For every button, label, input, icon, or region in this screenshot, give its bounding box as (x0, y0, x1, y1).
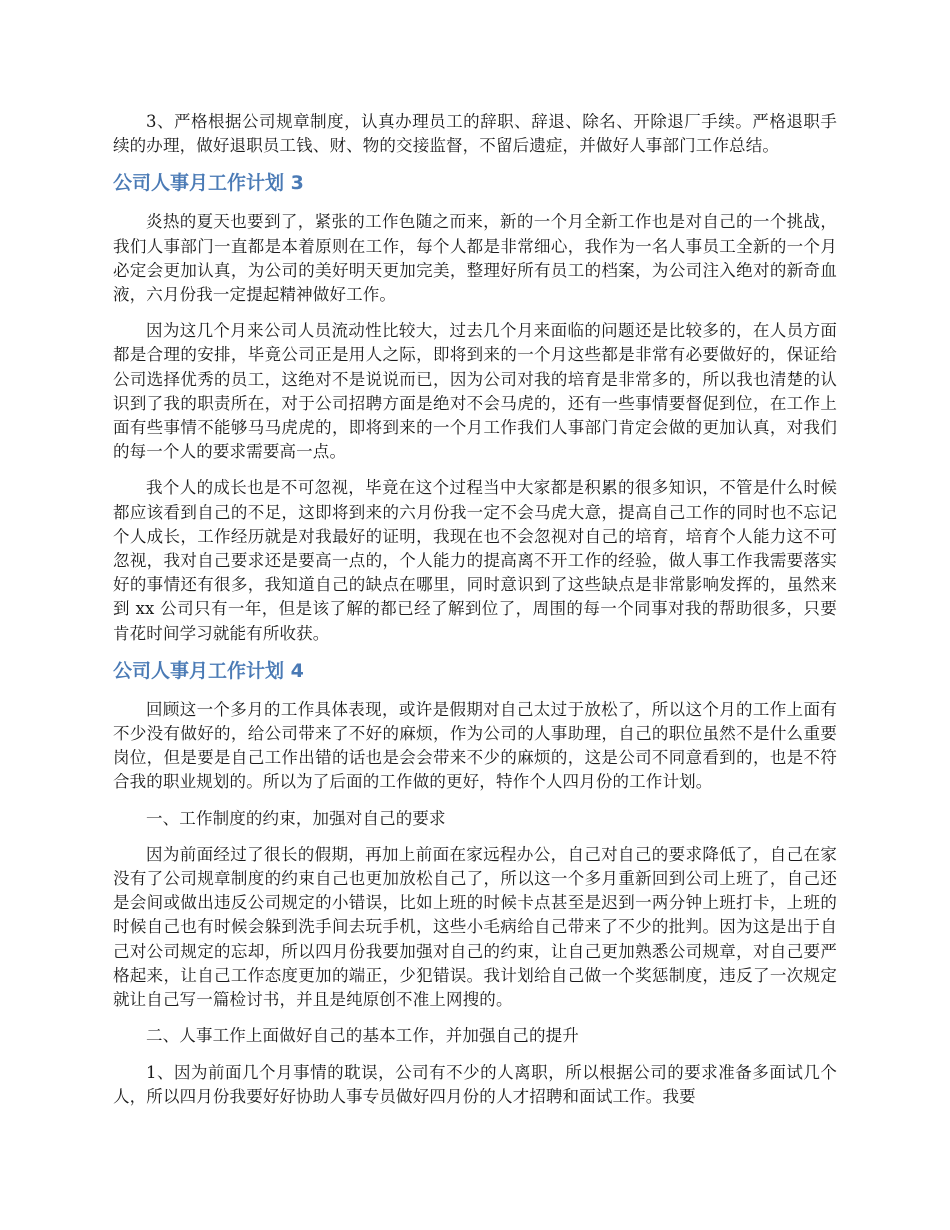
subheading-work-discipline: 一、工作制度的约束，加强对自己的要求 (146, 808, 446, 828)
paragraph-resignation-procedures: 3、严格根据公司规章制度，认真办理员工的辞职、辞退、除名、开除退厂手续。严格退职手续的办理，做好退职员工钱、财、物的交接监督，不留后遗症，并做好人事部门工作总结。 (113, 112, 837, 156)
paragraph-recruitment: 1、因为前面几个月事情的耽误，公司有不少的人离职，所以根据公司的要求准备多面试几个人，所以四月份我要好好协助人事专员做好四月份的人才招聘和面试工作。我要 (113, 1062, 837, 1106)
paragraph-self-discipline: 因为前面经过了很长的假期，再加上前面在家远程办公，自己对自己的要求降低了，自己在家没有了公司规章制度的约束自己也更加放松自己了，所以这一个多月重新回到公司上班了，自己还是会间或做出违反公司规定的小错误，比如上班的时候卡点甚至是迟到一两分钟上班打卡，上班的时候自己也有时候会躲到洗手间去玩手机，这些小毛病给自己带来了不少的批判。因为这是出于自己对公司规定的忘却，所以四月份我要加强对自己的约束，让自己更加熟悉公司规章，对自己要严格起来，让自己工作态度更加的端正，少犯错误。我计划给自己做一个奖惩制度，违反了一次规定就让自己写一篇检讨书，并且是纯原创不准上网搜的。 (113, 844, 837, 1010)
section-heading-plan-4: 公司人事月工作计划 4 (113, 659, 304, 682)
paragraph-personal-growth: 我个人的成长也是不可忽视，毕竟在这个过程当中大家都是积累的很多知识，不管是什么时候都应该看到自己的不足，这即将到来的六月份我一定不会马虎大意，提高自己工作的同时也不忘记个人成长，工作经历就是对我最好的证明，我现在也不会忽视对自己的培育，培育个人能力这不可忽视，我对自己要求还是要高一点的，个人能力的提高离不开工作的经验，做人事工作我需要落实好的事情还有很多，我知道自己的缺点在哪里，同时意识到了这些缺点是非常影响发挥的，虽然来到 xx 公司只有一年，但是该了解的都已经了解到位了，周围的每一个同事对我的帮助很多，只要肯花时间学习就能有所收获。 (113, 478, 837, 643)
paragraph-staff-turnover: 因为这几个月来公司人员流动性比较大，过去几个月来面临的问题还是比较多的，在人员方面都是合理的安排，毕竟公司正是用人之际，即将到来的一个月这些都是非常有必要做好的，保证给公司选择优秀的员工，这绝对不是说说而已，因为公司对我的培育是非常多的，所以我也清楚的认识到了我的职责所在，对于公司招聘方面是绝对不会马虎的，还有一些事情要督促到位，在工作上面有些事情不能够马马虎虎的，即将到来的一个月工作我们人事部门肯定会做的更加认真，对我们的每一个人的要求需要高一点。 (113, 321, 837, 462)
section-heading-plan-3: 公司人事月工作计划 3 (113, 172, 304, 195)
document-page (113, 110, 837, 1121)
paragraph-review: 回顾这一个多月的工作具体表现，或许是假期对自己太过于放松了，所以这个月的工作上面有不少没有做好的，给公司带来了不好的麻烦，作为公司的人事助理，自己的职位虽然不是什么重要岗位，但是要是自己工作出错的话也是会会带来不少的麻烦的，这是公司不同意看到的，也是不符合我的职业规划的。所以为了后面的工作做的更好，特作个人四月份的工作计划。 (113, 699, 837, 792)
subheading-basic-work: 二、人事工作上面做好自己的基本工作，并加强自己的提升 (146, 1026, 579, 1046)
paragraph-summer-intro: 炎热的夏天也要到了，紧张的工作色随之而来，新的一个月全新工作也是对自己的一个挑战，我们人事部门一直都是本着原则在工作，每个人都是非常细心，我作为一名人事员工全新的一个月必定会更加认真，为公司的美好明天更加完美，整理好所有员工的档案，为公司注入绝对的新奇血液，六月份我一定提起精神做好工作。 (113, 212, 837, 305)
